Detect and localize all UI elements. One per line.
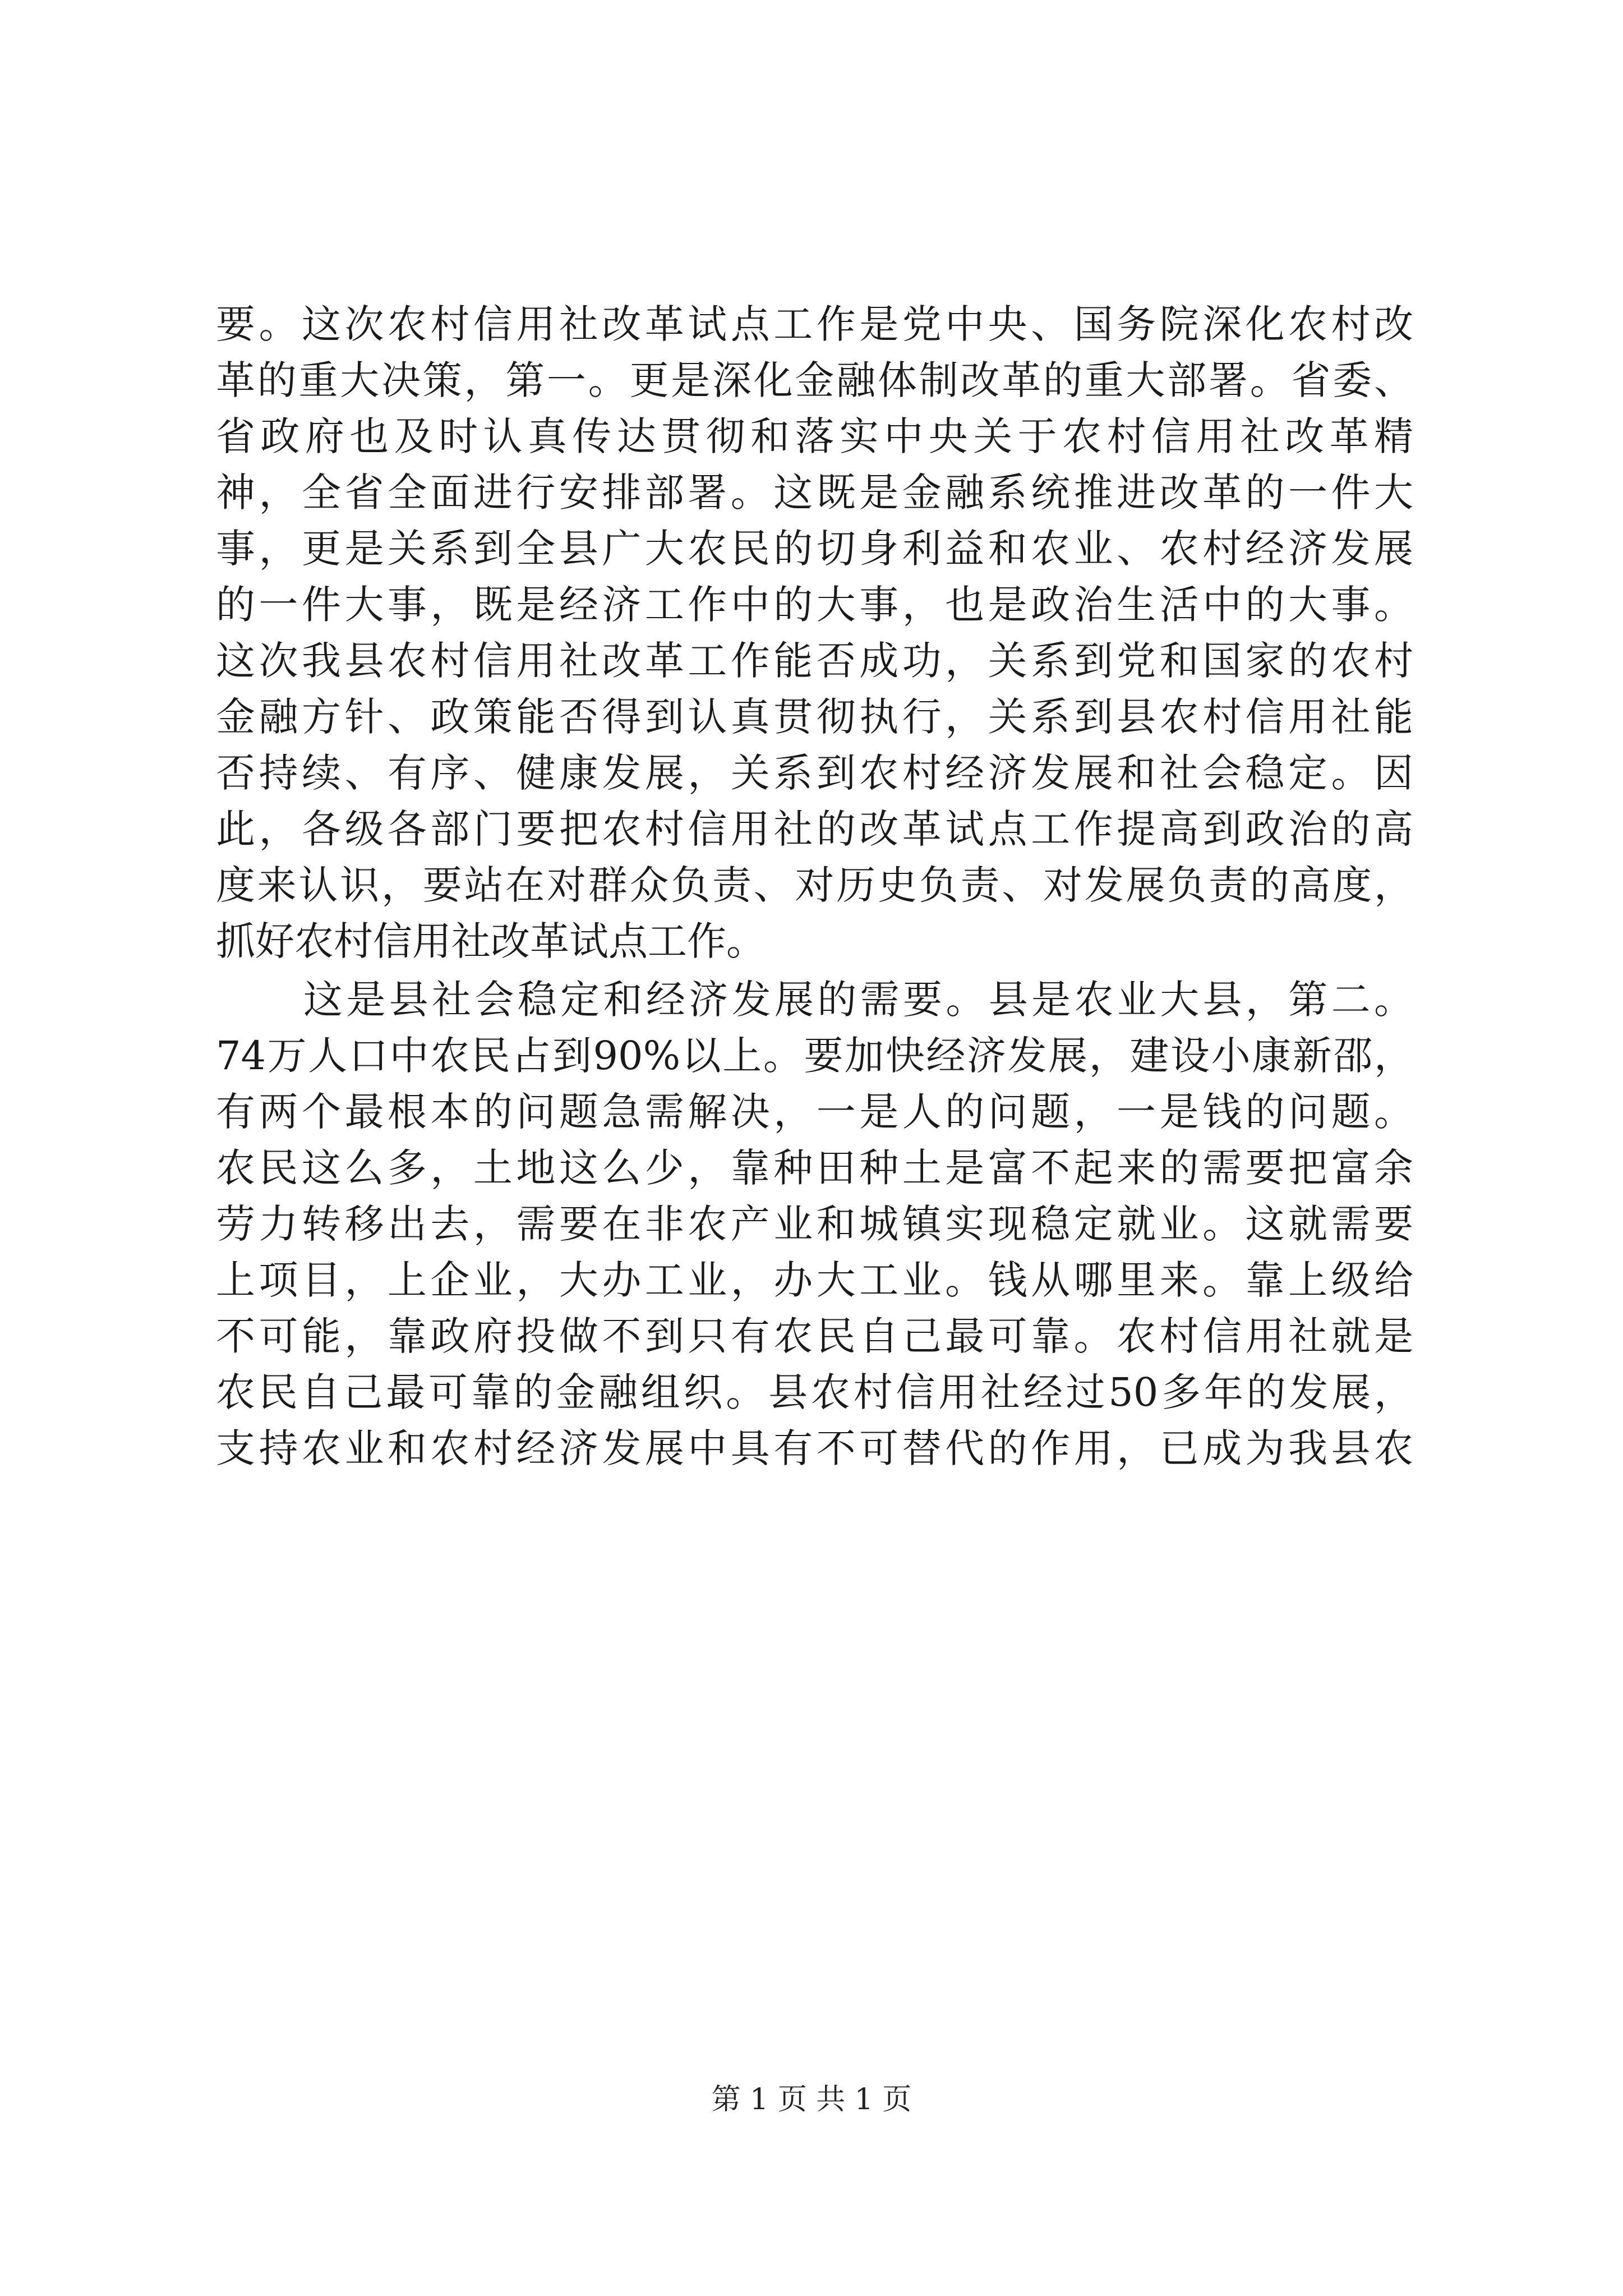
text-line: 有两个最根本的问题急需解决，一是人的问题，一是钱的问题。 (216, 1089, 1413, 1135)
page-number-footer: 第 1 页 共 1 页 (711, 2083, 912, 2116)
text-line: 农民这么多，土地这么少，靠种田种土是富不起来的需要把富余 (216, 1145, 1413, 1191)
text-line: 这是县社会稳定和经济发展的需要。县是农业大县，第二。 (303, 977, 1413, 1023)
text-line: 革的重大决策，第一。更是深化金融体制改革的重大部署。省委、 (216, 357, 1413, 403)
paragraph-1 (216, 296, 1413, 969)
text-line: 度来认识，要站在对群众负责、对历史负责、对发展负责的高度， (216, 862, 1413, 908)
text-line: 74万人口中农民占到90%以上。要加快经济发展，建设小康新邵， (216, 1033, 1413, 1079)
text-line: 这次我县农村信用社改革工作能否成功，关系到党和国家的农村 (216, 638, 1413, 684)
document-body (216, 296, 1413, 1476)
text-line: 不可能，靠政府投做不到只有农民自己最可靠。农村信用社就是 (216, 1313, 1413, 1359)
text-line: 否持续、有序、健康发展，关系到农村经济发展和社会稳定。因 (216, 750, 1413, 796)
text-line: 事，更是关系到全县广大农民的切身利益和农业、农村经济发展 (216, 526, 1413, 572)
text-line: 劳力转移出去，需要在非农产业和城镇实现稳定就业。这就需要 (216, 1201, 1413, 1247)
text-line: 农民自己最可靠的金融组织。县农村信用社经过50多年的发展， (216, 1369, 1413, 1415)
text-line: 省政府也及时认真传达贯彻和落实中央关于农村信用社改革精 (216, 413, 1413, 459)
paragraph-2 (216, 972, 1413, 1476)
text-line: 此，各级各部门要把农村信用社的改革试点工作提高到政治的高 (216, 806, 1413, 852)
text-line: 神，全省全面进行安排部署。这既是金融系统推进改革的一件大 (216, 470, 1413, 516)
text-line: 上项目，上企业，大办工业，办大工业。钱从哪里来。靠上级给 (216, 1257, 1413, 1303)
text-line: 抓好农村信用社改革试点工作。 (216, 918, 766, 964)
text-line: 要。这次农村信用社改革试点工作是党中央、国务院深化农村改 (216, 301, 1413, 347)
text-line: 金融方针、政策能否得到认真贯彻执行，关系到县农村信用社能 (216, 694, 1413, 740)
text-line: 支持农业和农村经济发展中具有不可替代的作用，已成为我县农 (216, 1425, 1413, 1471)
text-line: 的一件大事，既是经济工作中的大事，也是政治生活中的大事。 (216, 582, 1413, 628)
